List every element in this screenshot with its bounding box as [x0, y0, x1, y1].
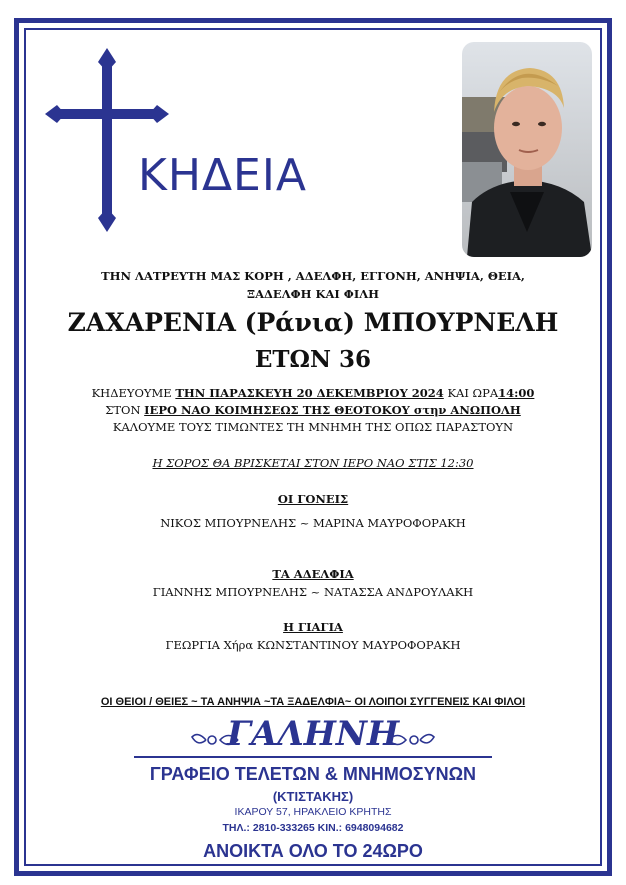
other-relatives: ΟΙ ΘΕΙΟΙ / ΘΕΙΕΣ ~ ΤΑ ΑΝΗΨΙΑ ~ΤΑ ΞΑΔΕΛΦΙΑ~ ΟΙ ΛΟΙΠΟΙ ΣΥΓΓΕΝΕΙΣ ΚΑΙ ΦΙΛΟΙ: [100, 696, 526, 708]
deceased-age: ΕΤΩΝ 36: [254, 346, 372, 373]
ceremony-location-line: [30, 403, 596, 417]
brand-divider: [134, 756, 492, 758]
remains-line: Η ΣΟΡΟΣ ΘΑ ΒΡΙΣΚΕΤΑΙ ΣΤΟΝ ΙΕΡΟ ΝΑΟ ΣΤΙΣ 12:30: [152, 456, 474, 470]
siblings-names: ΓΙΑΝΝΗΣ ΜΠΟΥΡΝΕΛΗΣ ~ ΝΑΤΑΣΣΑ ΑΝΔΡΟΥΛΑΚΗ: [152, 585, 474, 599]
funeral-home-phone: ΤΗΛ.: 2810-333265 ΚΙΝ.: 6948094682: [222, 822, 404, 834]
ceremony-time-prefix: ΚΑΙ ΩΡΑ: [443, 386, 499, 400]
funeral-home-brand: ΓΑΛΗΝΗ: [226, 714, 400, 754]
ceremony-date-line: [30, 386, 596, 400]
page-title: ΚΗΔΕΙΑ: [138, 150, 307, 201]
cross-icon: [45, 48, 169, 232]
parents-label: ΟΙ ΓΟΝΕΙΣ: [277, 492, 349, 506]
funeral-home-hours: ΑΝΟΙΚΤΑ ΟΛΟ ΤΟ 24ΩΡΟ: [203, 841, 423, 861]
ornament-right-icon: [386, 727, 436, 753]
siblings-label: ΤΑ ΑΔΕΛΦΙΑ: [272, 567, 354, 581]
funeral-home-owner: (ΚΤΙΣΤΑΚΗΣ): [272, 789, 354, 804]
grandma-name: ΓΕΩΡΓΙΑ Χήρα ΚΩΝΣΤΑΝΤΙΝΟΥ ΜΑΥΡΟΦΟΡΑΚΗ: [165, 638, 461, 652]
ceremony-time: 14:00: [498, 386, 535, 400]
ceremony-date: ΤΗΝ ΠΑΡΑΣΚΕΥΗ 20 ΔΕΚΕΜΒΡΙΟΥ 2024: [175, 386, 444, 400]
invite-line: ΚΑΛΟΥΜΕ ΤΟΥΣ ΤΙΜΩΝΤΕΣ ΤΗ ΜΝΗΜΗ ΤΗΣ ΟΠΩΣ ΠΑΡΑΣΤΟΥΝ: [112, 420, 514, 434]
ceremony-prefix: ΚΗΔΕΥΟΥΜΕ: [91, 386, 176, 400]
church-name: ΙΕΡΟ ΝΑΟ ΚΟΙΜΗΣΕΩΣ ΤΗΣ ΘΕΟΤΟΚΟΥ στην ΑΝΩΠΟΛΗ: [144, 403, 521, 417]
grandma-label: Η ΓΙΑΓΙΑ: [283, 620, 343, 634]
intro-line-1: ΤΗΝ ΛΑΤΡΕΥΤΗ ΜΑΣ ΚΟΡΗ , ΑΔΕΛΦΗ, ΕΓΓΟΝΗ, ΑΝΗΨΙΑ, ΘΕΙΑ,: [101, 269, 525, 283]
intro-line-2: ΞΑΔΕΛΦΗ ΚΑΙ ΦΙΛΗ: [247, 287, 379, 301]
funeral-home-address: ΙΚΑΡΟΥ 57, ΗΡΑΚΛΕΙΟ ΚΡΗΤΗΣ: [234, 806, 392, 818]
parents-names: ΝΙΚΟΣ ΜΠΟΥΡΝΕΛΗΣ ~ ΜΑΡΙΝΑ ΜΑΥΡΟΦΟΡΑΚΗ: [160, 516, 466, 530]
location-prefix: ΣΤΟΝ: [105, 403, 145, 417]
portrait-photo: [462, 42, 592, 257]
funeral-home-subtitle: ΓΡΑΦΕΙΟ ΤΕΛΕΤΩΝ & ΜΝΗΜΟΣΥΝΩΝ: [149, 764, 477, 784]
deceased-name: ΖΑΧΑΡΕΝΙΑ (Ράνια) ΜΠΟΥΡΝΕΛΗ: [67, 308, 559, 337]
